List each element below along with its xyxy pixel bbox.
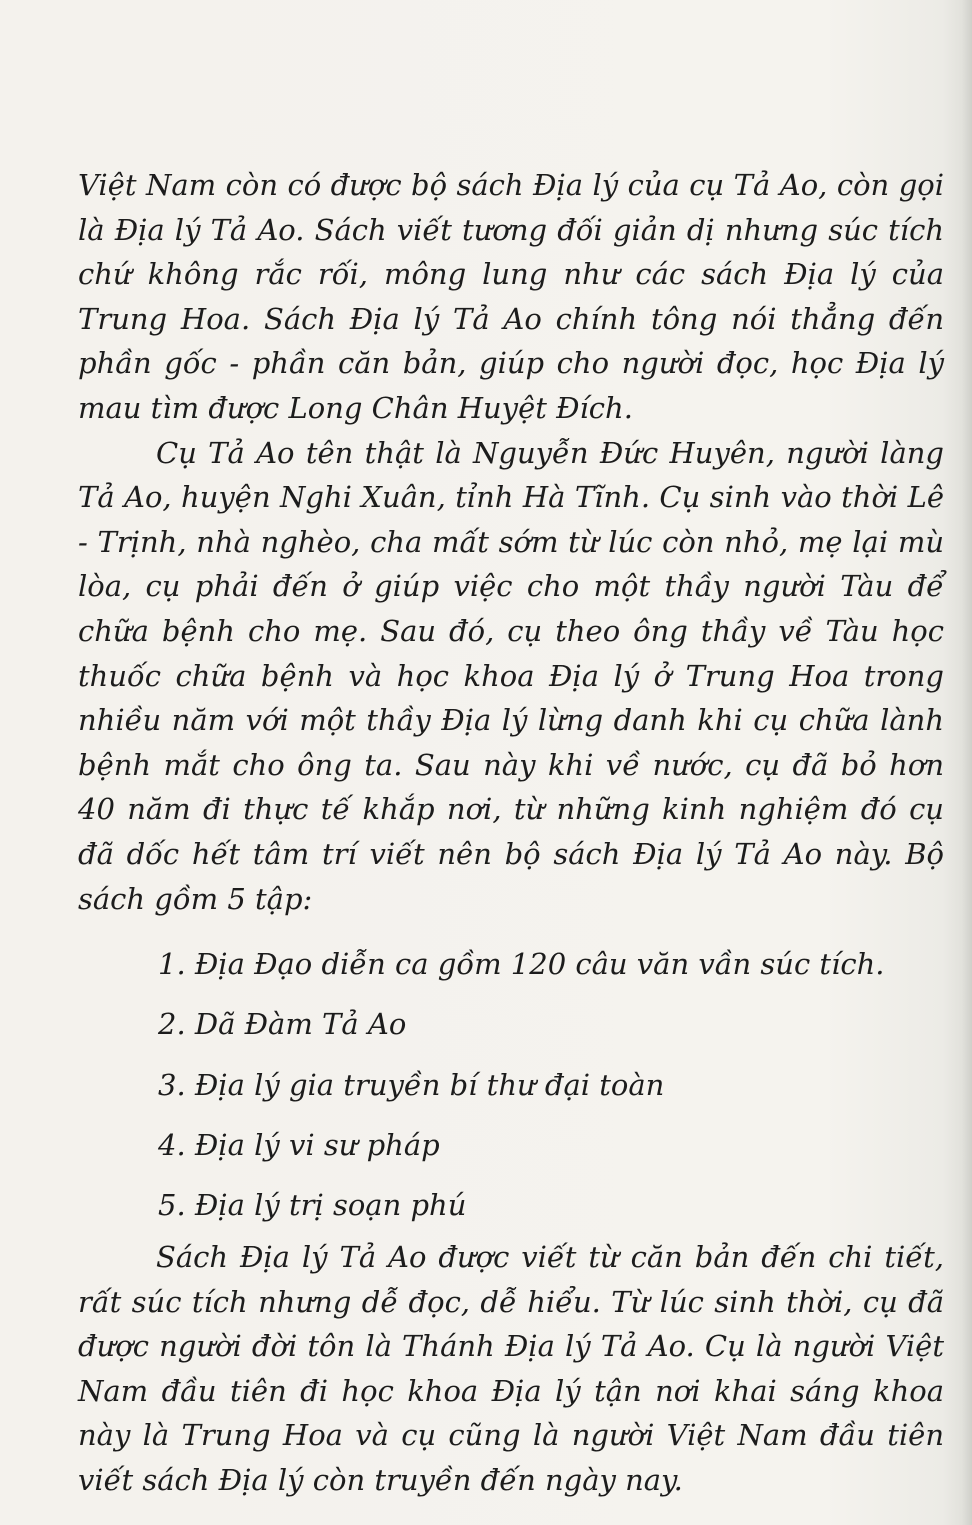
list-item: 5. Địa lý trị soạn phú: [158, 1187, 467, 1222]
list-item: 3. Địa lý gia truyền bí thư đại toàn: [158, 1067, 665, 1102]
book-volume-list: [78, 934, 944, 1235]
list-item: 4. Địa lý vi sư pháp: [158, 1127, 440, 1162]
paragraph-intro: Việt Nam còn có được bộ sách Địa lý của cụ Tả Ao, còn gọi là Địa lý Tả Ao. Sách viết tương đối giản dị nhưng súc tích chứ không rắc rối, mông lung như các sách Địa lý của Trung Hoa. Sách Địa lý Tả Ao chính tông nói thẳng đến phần gốc - phần căn bản, giúp cho người đọc, học Địa lý mau tìm được Long Chân Huyệt Đích.: [78, 168, 944, 425]
paragraph-closing: Sách Địa lý Tả Ao được viết từ căn bản đến chi tiết, rất súc tích nhưng dễ đọc, dễ hiểu. Từ lúc sinh thời, cụ đã được người đời tôn là Thánh Địa lý Tả Ao. Cụ là người Việt Nam đầu tiên đi học khoa Địa lý tận nơi khai sáng khoa này là Trung Hoa và cụ cũng là người Việt Nam đầu tiên viết sách Địa lý còn truyền đến ngày nay.: [78, 1240, 944, 1498]
list-item: 1. Địa Đạo diễn ca gồm 120 câu văn vần súc tích.: [158, 947, 885, 982]
paragraph-biography: Cụ Tả Ao tên thật là Nguyễn Đức Huyên, người làng Tả Ao, huyện Nghi Xuân, tỉnh Hà Tĩnh. Cụ sinh vào thời Lê - Trịnh, nhà nghèo, cha mất sớm từ lúc còn nhỏ, mẹ lại mù lòa, cụ phải đến ở giúp việc cho một thầy người Tàu để chữa bệnh cho mẹ. Sau đó, cụ theo ông thầy về Tàu học thuốc chữa bệnh và học khoa Địa lý ở Trung Hoa trong nhiều năm với một thầy Địa lý lừng danh khi cụ chữa lành bệnh mắt cho ông ta. Sau này khi về nước, cụ đã bỏ hơn 40 năm đi thực tế khắp nơi, từ những kinh nghiệm đó cụ đã dốc hết tâm trí viết nên bộ sách Địa lý Tả Ao này. Bộ sách gồm 5 tập:: [78, 435, 944, 916]
page-edge-shadow: [962, 0, 972, 1525]
page-text: [78, 163, 944, 1503]
list-item: 2. Dã Đàm Tả Ao: [158, 1007, 407, 1042]
